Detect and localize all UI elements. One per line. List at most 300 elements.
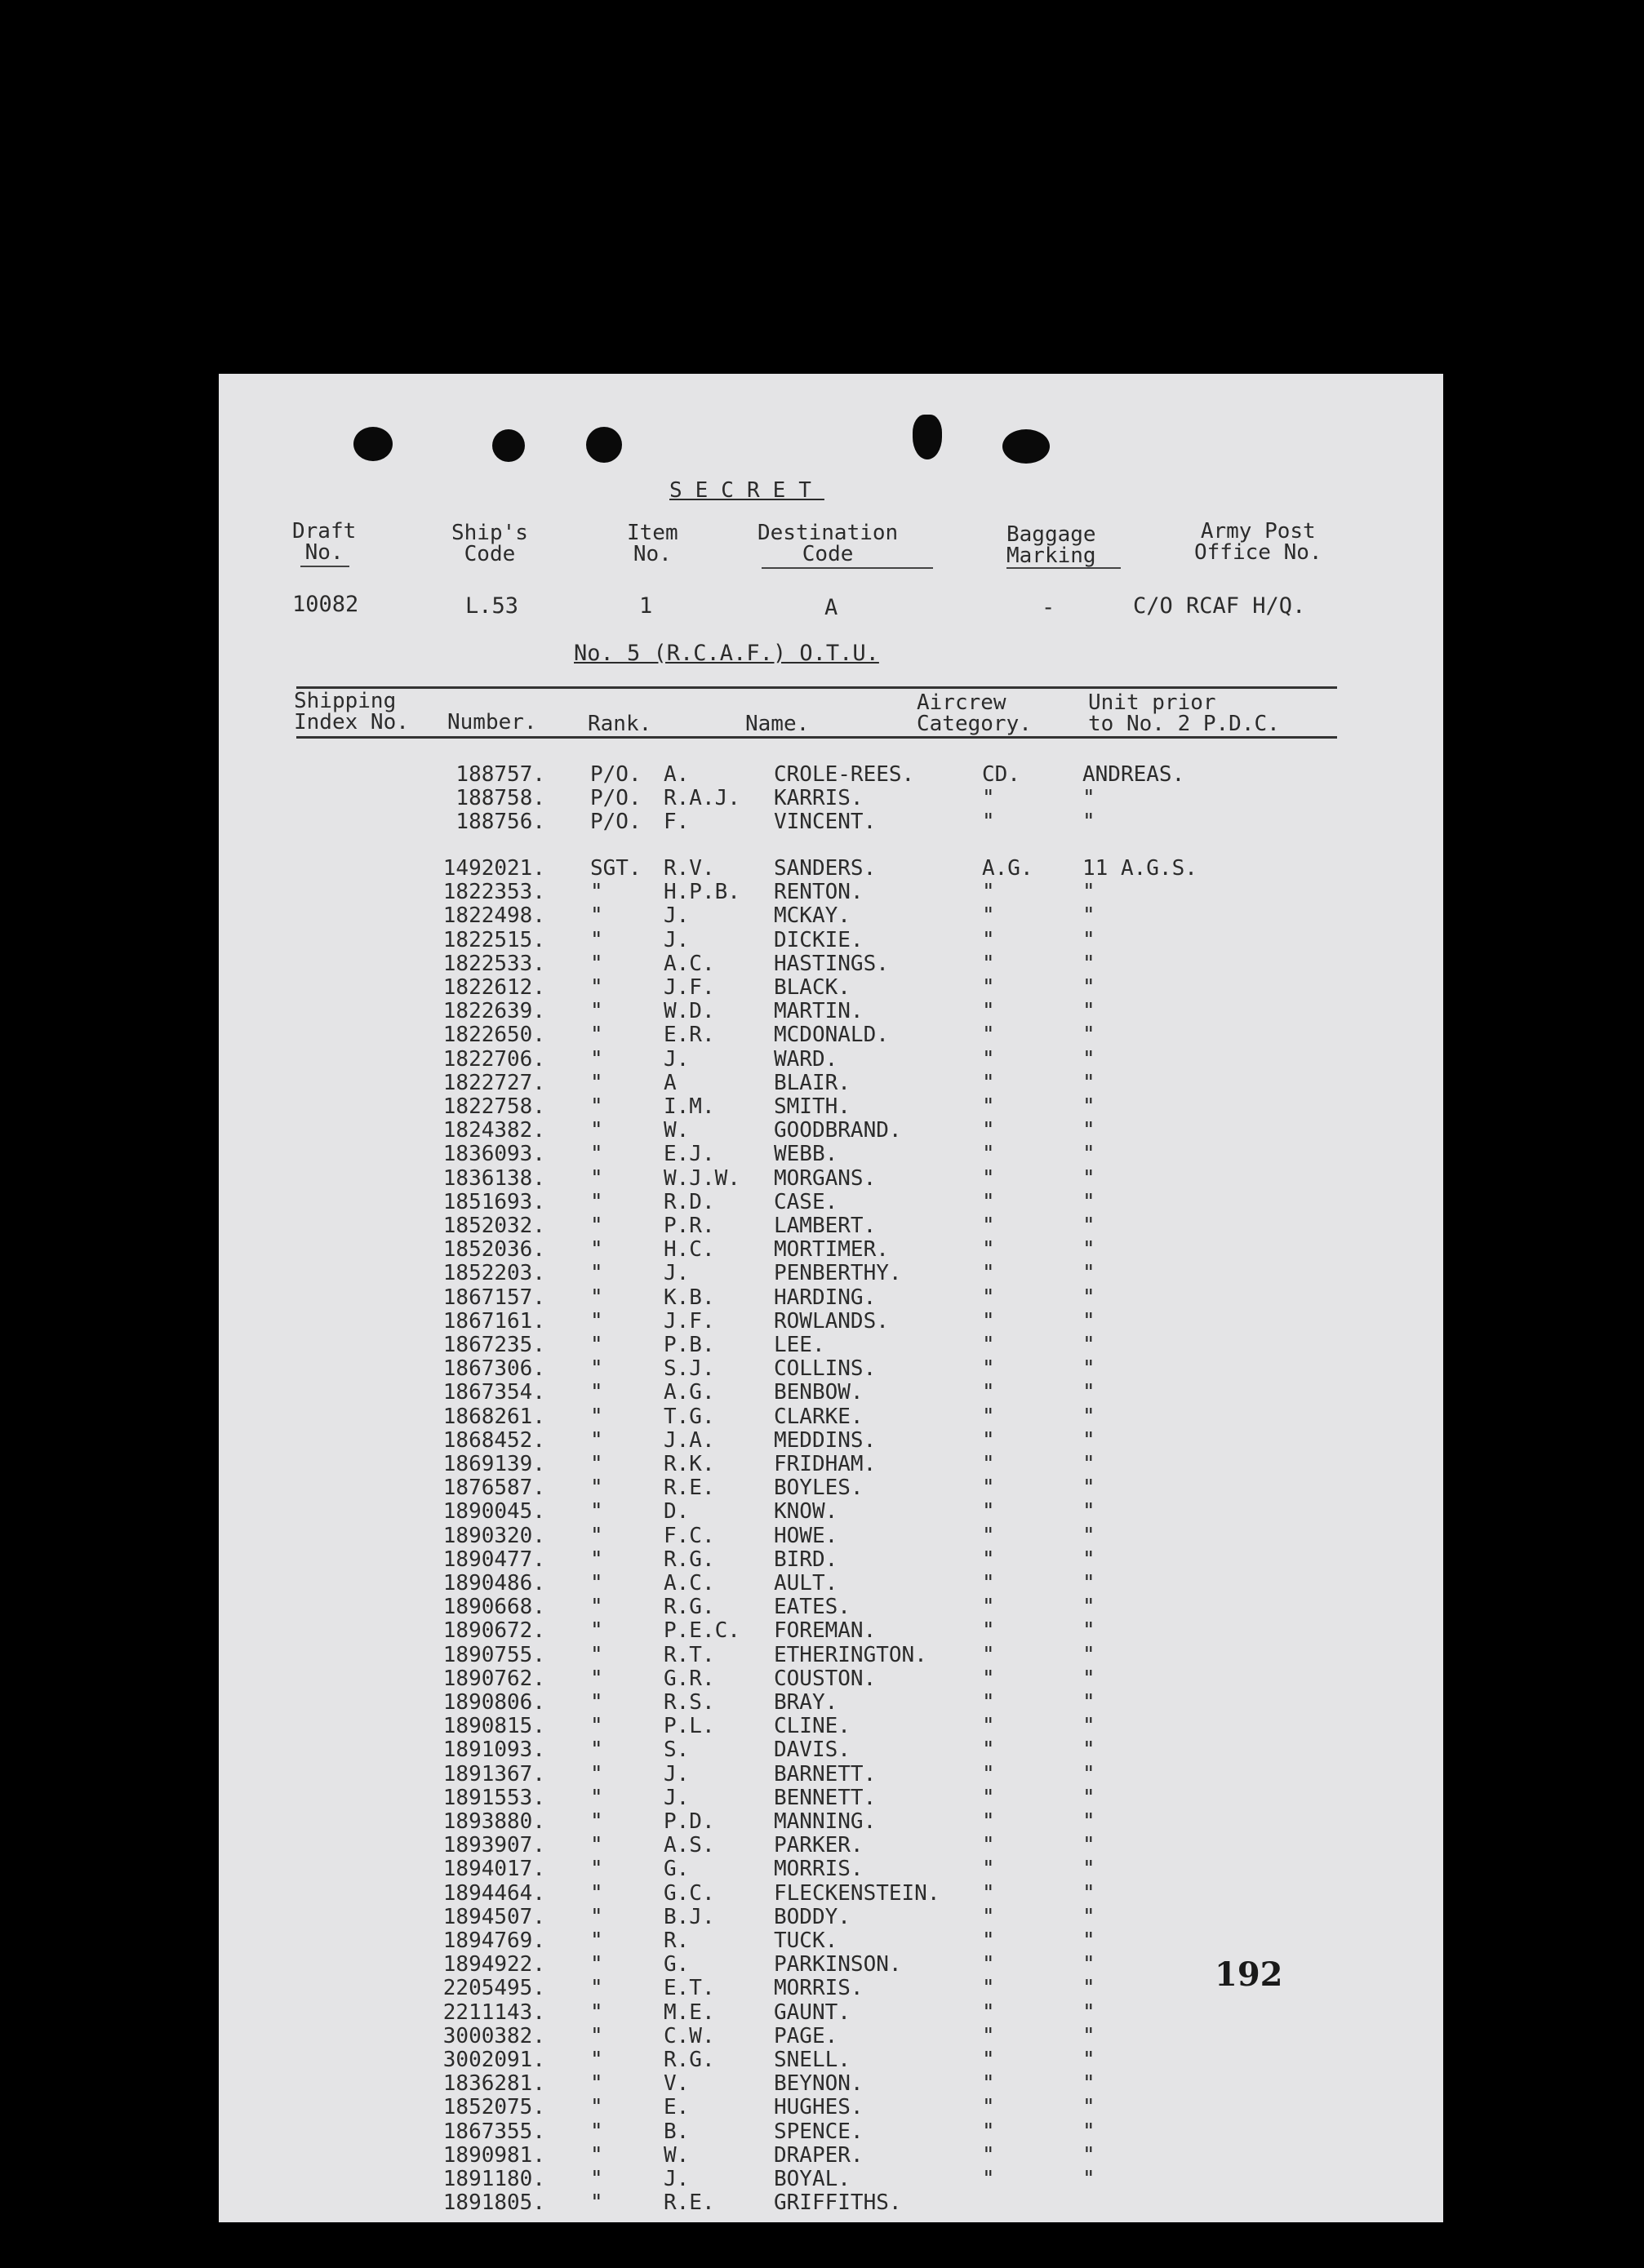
cell-init: S. [664, 1738, 690, 1763]
cell-init: G.C. [664, 1880, 715, 1906]
cell-unit: " [1082, 1523, 1095, 1548]
cell-name: MEDDINS. [774, 1427, 877, 1453]
cell-cat: " [982, 1690, 995, 1715]
cell-rank: P/O. [590, 762, 642, 787]
cell-rank: " [590, 1427, 603, 1453]
cell-unit: " [1082, 1571, 1095, 1596]
army-post-office-label: Army Post Office No. [1194, 519, 1322, 565]
cell-rank: " [590, 1333, 603, 1357]
cell-rank: " [590, 1761, 603, 1786]
cell-init: B. [664, 2119, 690, 2144]
table-row [219, 2144, 1443, 2168]
cell-unit: 11 A.G.S. [1082, 856, 1197, 881]
table-row [219, 929, 1443, 952]
table-row [219, 1786, 1443, 1810]
item-no-label: Item No. [627, 521, 678, 566]
cell-rank: P/O. [590, 786, 642, 810]
cell-init: R.V. [664, 856, 715, 881]
table-row [219, 810, 1443, 834]
cell-unit: " [1082, 1452, 1095, 1476]
cell-unit: " [1082, 2167, 1095, 2191]
cell-name: GRIFFITHS. [774, 2190, 902, 2216]
rank-label: Rank. [588, 712, 652, 736]
aircrew-category-label: Aircrew Category. [917, 690, 1032, 736]
cell-number: 1890486. [442, 1571, 545, 1596]
cell-number: 3000382. [442, 2023, 545, 2048]
cell-cat: " [982, 1237, 995, 1263]
cell-cat: " [982, 2142, 995, 2168]
table-row [219, 1310, 1443, 1334]
cell-cat: " [982, 1261, 995, 1286]
cell-unit: " [1082, 2048, 1095, 2072]
cell-cat: " [982, 951, 995, 976]
table-row [219, 1667, 1443, 1691]
table-row [219, 1644, 1443, 1667]
cell-rank: " [590, 1094, 603, 1119]
cell-cat: " [982, 1785, 995, 1810]
table-row [219, 1334, 1443, 1357]
cell-name: COLLINS. [774, 1356, 877, 1382]
cell-unit: " [1082, 1023, 1095, 1048]
personnel-table [219, 374, 1443, 2222]
cell-init: J. [664, 903, 690, 929]
table-row [219, 763, 1443, 787]
cell-name: CLARKE. [774, 1404, 864, 1429]
cell-unit: " [1082, 1618, 1095, 1644]
cell-name: BARNETT. [774, 1761, 877, 1786]
cell-name: MORRIS. [774, 1857, 864, 1882]
cell-rank: " [590, 1690, 603, 1715]
table-row [219, 881, 1443, 904]
table-row [219, 1596, 1443, 1619]
cell-rank: " [590, 1999, 603, 2025]
cell-init: W. [664, 2142, 690, 2168]
cell-rank: " [590, 2119, 603, 2144]
table-row [219, 1857, 1443, 1881]
cell-cat: " [982, 1761, 995, 1786]
cell-name: MARTIN. [774, 999, 864, 1024]
cell-cat: " [982, 1452, 995, 1476]
cell-unit: " [1082, 1333, 1095, 1357]
cell-unit: " [1082, 1189, 1095, 1214]
classification-label: SECRET [669, 478, 824, 503]
cell-init: P.R. [664, 1214, 715, 1238]
cell-unit: " [1082, 1857, 1095, 1882]
cell-unit: " [1082, 1904, 1095, 1929]
cell-number: 1492021. [442, 856, 545, 881]
cell-cat: " [982, 1738, 995, 1763]
cell-name: MORGANS. [774, 1165, 877, 1191]
cell-rank: " [590, 1023, 603, 1048]
cell-number: 1836138. [442, 1165, 545, 1191]
cell-number: 1894769. [442, 1928, 545, 1953]
cell-number: 1822639. [442, 999, 545, 1024]
cell-unit: " [1082, 1666, 1095, 1691]
cell-number: 1867355. [442, 2119, 545, 2144]
cell-number: 1890762. [442, 1666, 545, 1691]
cell-name: GOODBRAND. [774, 1118, 902, 1143]
cell-name: HASTINGS. [774, 951, 889, 976]
cell-cat: " [982, 1642, 995, 1667]
cell-unit: " [1082, 810, 1095, 834]
cell-name: DAVIS. [774, 1738, 851, 1763]
cell-name: CASE. [774, 1189, 838, 1214]
cell-init: A.G. [664, 1380, 715, 1405]
table-row [219, 952, 1443, 976]
table-row [219, 1238, 1443, 1262]
cell-cat: " [982, 1809, 995, 1834]
cell-name: TUCK. [774, 1928, 838, 1953]
table-row [219, 1929, 1443, 1953]
table-row [219, 1405, 1443, 1429]
cell-cat: " [982, 1880, 995, 1906]
cell-init: B.J. [664, 1904, 715, 1929]
cell-unit: " [1082, 1547, 1095, 1572]
cell-number: 1890815. [442, 1714, 545, 1739]
army-post-office-value: C/O RCAF H/Q. [1133, 593, 1306, 619]
cell-rank: " [590, 1952, 603, 1977]
cell-name: CLINE. [774, 1714, 851, 1739]
cell-rank: " [590, 2095, 603, 2120]
cell-init: C.W. [664, 2023, 715, 2048]
cell-rank: " [590, 2190, 603, 2216]
cell-unit: " [1082, 1237, 1095, 1263]
table-row [219, 1072, 1443, 1095]
cell-rank: " [590, 1523, 603, 1548]
cell-number: 1824382. [442, 1118, 545, 1143]
cell-init: R.T. [664, 1642, 715, 1667]
cell-name: BODDY. [774, 1904, 851, 1929]
cell-init: E.T. [664, 1976, 715, 2001]
cell-number: 3002091. [442, 2048, 545, 2072]
cell-number: 1890668. [442, 1595, 545, 1620]
cell-cat: " [982, 1333, 995, 1357]
cell-rank: " [590, 1261, 603, 1286]
cell-number: 1876587. [442, 1476, 545, 1501]
cell-init: M.E. [664, 1999, 715, 2025]
cell-unit: " [1082, 951, 1095, 976]
cell-number: 1891093. [442, 1738, 545, 1763]
cell-init: A [664, 1070, 677, 1095]
name-label: Name. [745, 712, 810, 736]
cell-cat: " [982, 1618, 995, 1644]
cell-number: 1822498. [442, 903, 545, 929]
cell-init: J. [664, 1261, 690, 1286]
cell-init: F. [664, 810, 690, 834]
cell-rank: " [590, 1189, 603, 1214]
cell-unit: " [1082, 1165, 1095, 1191]
cell-cat: " [982, 1070, 995, 1095]
cell-number: 1852036. [442, 1237, 545, 1263]
cell-rank: " [590, 1165, 603, 1191]
cell-cat: " [982, 1142, 995, 1167]
cell-name: PARKINSON. [774, 1952, 902, 1977]
table-row [219, 2048, 1443, 2072]
cell-cat: A.G. [982, 856, 1033, 881]
cell-number: 1852203. [442, 1261, 545, 1286]
cell-unit: " [1082, 2071, 1095, 2097]
cell-name: WEBB. [774, 1142, 838, 1167]
cell-cat: " [982, 2071, 995, 2097]
cell-init: R.G. [664, 1595, 715, 1620]
table-row [219, 1000, 1443, 1023]
cell-rank: " [590, 1380, 603, 1405]
cell-init: F.C. [664, 1523, 715, 1548]
cell-cat: " [982, 1023, 995, 1048]
cell-number: 1836281. [442, 2071, 545, 2097]
cell-rank: " [590, 1499, 603, 1525]
cell-unit: " [1082, 1499, 1095, 1525]
cell-init: J. [664, 1785, 690, 1810]
cell-name: BENNETT. [774, 1785, 877, 1810]
cell-init: R.G. [664, 2048, 715, 2072]
cell-init: V. [664, 2071, 690, 2097]
cell-number: 1867157. [442, 1285, 545, 1310]
cell-unit: " [1082, 1785, 1095, 1810]
cell-name: BEYNON. [774, 2071, 864, 2097]
destination-code-value: A [824, 595, 838, 620]
cell-rank: " [590, 1642, 603, 1667]
document-page [219, 374, 1443, 2222]
cell-number: 1852075. [442, 2095, 545, 2120]
cell-name: BOYAL. [774, 2167, 851, 2191]
cell-name: MCDONALD. [774, 1023, 889, 1048]
cell-name: SNELL. [774, 2048, 851, 2072]
cell-unit: " [1082, 1999, 1095, 2025]
cell-rank: " [590, 1880, 603, 1906]
cell-number: 1822353. [442, 880, 545, 905]
cell-unit: " [1082, 1928, 1095, 1953]
cell-rank: " [590, 1404, 603, 1429]
table-row [219, 1500, 1443, 1524]
cell-init: G. [664, 1952, 690, 1977]
cell-number: 1822650. [442, 1023, 545, 1048]
table-row [219, 1691, 1443, 1715]
cell-rank: " [590, 1356, 603, 1382]
cell-cat: " [982, 1833, 995, 1858]
table-row [219, 976, 1443, 1000]
cell-name: PARKER. [774, 1833, 864, 1858]
table-row [219, 1023, 1443, 1047]
cell-name: HARDING. [774, 1285, 877, 1310]
cell-number: 1869139. [442, 1452, 545, 1476]
cell-init: T.G. [664, 1404, 715, 1429]
table-row [219, 787, 1443, 810]
cell-cat: " [982, 786, 995, 810]
cell-init: W. [664, 1118, 690, 1143]
cell-rank: P/O. [590, 810, 642, 834]
cell-cat: " [982, 1118, 995, 1143]
cell-cat: " [982, 2119, 995, 2144]
cell-cat: " [982, 1094, 995, 1119]
cell-number: 1867235. [442, 1333, 545, 1357]
cell-rank: " [590, 951, 603, 976]
cell-cat: " [982, 1666, 995, 1691]
cell-init: S.J. [664, 1356, 715, 1382]
table-row [219, 1906, 1443, 1929]
cell-cat: " [982, 810, 995, 834]
cell-init: J.F. [664, 1308, 715, 1334]
cell-init: E.R. [664, 1023, 715, 1048]
cell-init: E. [664, 2095, 690, 2120]
cell-init: P.L. [664, 1714, 715, 1739]
cell-init: P.D. [664, 1809, 715, 1834]
cell-name: LAMBERT. [774, 1214, 877, 1238]
ships-code-label: Ship's Code [451, 521, 528, 566]
table-row [219, 1357, 1443, 1381]
number-label: Number. [447, 710, 537, 735]
table-row [219, 1143, 1443, 1166]
cell-number: 1890672. [442, 1618, 545, 1644]
page-number: 192 [1215, 1955, 1283, 1994]
table-row [219, 1738, 1443, 1762]
table-row [219, 1262, 1443, 1285]
baggage-marking-value: - [1042, 595, 1055, 620]
cell-init: A. [664, 762, 690, 787]
table-row [219, 1095, 1443, 1119]
cell-name: AULT. [774, 1571, 838, 1596]
table-row [219, 1834, 1443, 1857]
table-row [219, 1453, 1443, 1476]
table-row [219, 1191, 1443, 1214]
cell-number: 1891367. [442, 1761, 545, 1786]
cell-rank: " [590, 2071, 603, 2097]
cell-cat: " [982, 1476, 995, 1501]
cell-unit: " [1082, 1261, 1095, 1286]
cell-unit: " [1082, 1642, 1095, 1667]
cell-unit: " [1082, 903, 1095, 929]
cell-unit: " [1082, 999, 1095, 1024]
cell-number: 1867161. [442, 1308, 545, 1334]
cell-name: FOREMAN. [774, 1618, 877, 1644]
cell-rank: " [590, 2023, 603, 2048]
cell-name: KARRIS. [774, 786, 864, 810]
cell-rank: " [590, 1118, 603, 1143]
cell-unit: " [1082, 2023, 1095, 2048]
cell-number: 1894017. [442, 1857, 545, 1882]
cell-number: 1822515. [442, 927, 545, 952]
cell-name: LEE. [774, 1333, 825, 1357]
cell-rank: " [590, 999, 603, 1024]
cell-name: RENTON. [774, 880, 864, 905]
cell-rank: " [590, 1308, 603, 1334]
cell-number: 1822612. [442, 975, 545, 1000]
cell-rank: " [590, 1618, 603, 1644]
cell-unit: " [1082, 1809, 1095, 1834]
cell-init: W.D. [664, 999, 715, 1024]
cell-unit: " [1082, 2142, 1095, 2168]
cell-unit: " [1082, 1476, 1095, 1501]
cell-cat: " [982, 1571, 995, 1596]
table-row [219, 1619, 1443, 1643]
cell-name: MORRIS. [774, 1976, 864, 2001]
cell-number: 1867306. [442, 1356, 545, 1382]
cell-unit: ANDREAS. [1082, 762, 1185, 787]
cell-name: WARD. [774, 1046, 838, 1072]
table-row [219, 1525, 1443, 1548]
cell-number: 1822533. [442, 951, 545, 976]
cell-rank: " [590, 1738, 603, 1763]
cell-name: PAGE. [774, 2023, 838, 2048]
cell-name: HOWE. [774, 1523, 838, 1548]
cell-cat: " [982, 880, 995, 905]
cell-name: BLAIR. [774, 1070, 851, 1095]
cell-number: 1891553. [442, 1785, 545, 1810]
baggage-marking-label: Baggage Marking [1006, 522, 1096, 568]
cell-name: SPENCE. [774, 2119, 864, 2144]
shipping-index-label: Shipping Index No. [294, 689, 409, 735]
cell-init: H.C. [664, 1237, 715, 1263]
cell-number: 2211143. [442, 1999, 545, 2025]
cell-number: 1894922. [442, 1952, 545, 1977]
cell-init: R.E. [664, 1476, 715, 1501]
cell-init: R.E. [664, 2190, 715, 2216]
cell-init: W.J.W. [664, 1165, 740, 1191]
cell-number: 188758. [455, 786, 545, 810]
cell-name: BENBOW. [774, 1380, 864, 1405]
cell-unit: " [1082, 1308, 1095, 1334]
cell-number: 1868452. [442, 1427, 545, 1453]
cell-name: PENBERTHY. [774, 1261, 902, 1286]
cell-rank: " [590, 1666, 603, 1691]
cell-unit: " [1082, 1976, 1095, 2001]
cell-cat: " [982, 1380, 995, 1405]
cell-cat: " [982, 2023, 995, 2048]
cell-number: 1890981. [442, 2142, 545, 2168]
cell-init: I.M. [664, 1094, 715, 1119]
cell-unit: " [1082, 1380, 1095, 1405]
cell-rank: " [590, 1857, 603, 1882]
cell-unit: " [1082, 2095, 1095, 2120]
cell-rank: " [590, 1046, 603, 1072]
cell-unit: " [1082, 2119, 1095, 2144]
cell-rank: " [590, 1976, 603, 2001]
cell-init: R.S. [664, 1690, 715, 1715]
cell-init: A.S. [664, 1833, 715, 1858]
table-row [219, 1167, 1443, 1191]
cell-rank: " [590, 1595, 603, 1620]
cell-number: 1868261. [442, 1404, 545, 1429]
cell-unit: " [1082, 1094, 1095, 1119]
cell-number: 1890320. [442, 1523, 545, 1548]
cell-rank: " [590, 1904, 603, 1929]
cell-name: BLACK. [774, 975, 851, 1000]
cell-cat: " [982, 1046, 995, 1072]
table-row [219, 857, 1443, 881]
cell-rank: " [590, 1571, 603, 1596]
cell-name: VINCENT. [774, 810, 877, 834]
table-row [219, 1381, 1443, 1405]
cell-unit: " [1082, 880, 1095, 905]
item-no-value: 1 [639, 593, 653, 619]
cell-number: 1822706. [442, 1046, 545, 1072]
cell-init: H.P.B. [664, 880, 740, 905]
cell-number: 1894464. [442, 1880, 545, 1906]
cell-name: GAUNT. [774, 1999, 851, 2025]
cell-unit: " [1082, 1761, 1095, 1786]
cell-name: MORTIMER. [774, 1237, 889, 1263]
cell-unit: " [1082, 1738, 1095, 1763]
cell-init: J. [664, 2167, 690, 2191]
table-row [219, 904, 1443, 928]
cell-number: 1890755. [442, 1642, 545, 1667]
cell-rank: " [590, 1833, 603, 1858]
cell-cat: " [982, 1404, 995, 1429]
cell-cat: " [982, 1904, 995, 1929]
cell-cat: " [982, 1976, 995, 2001]
cell-name: ROWLANDS. [774, 1308, 889, 1334]
cell-cat: " [982, 1928, 995, 1953]
